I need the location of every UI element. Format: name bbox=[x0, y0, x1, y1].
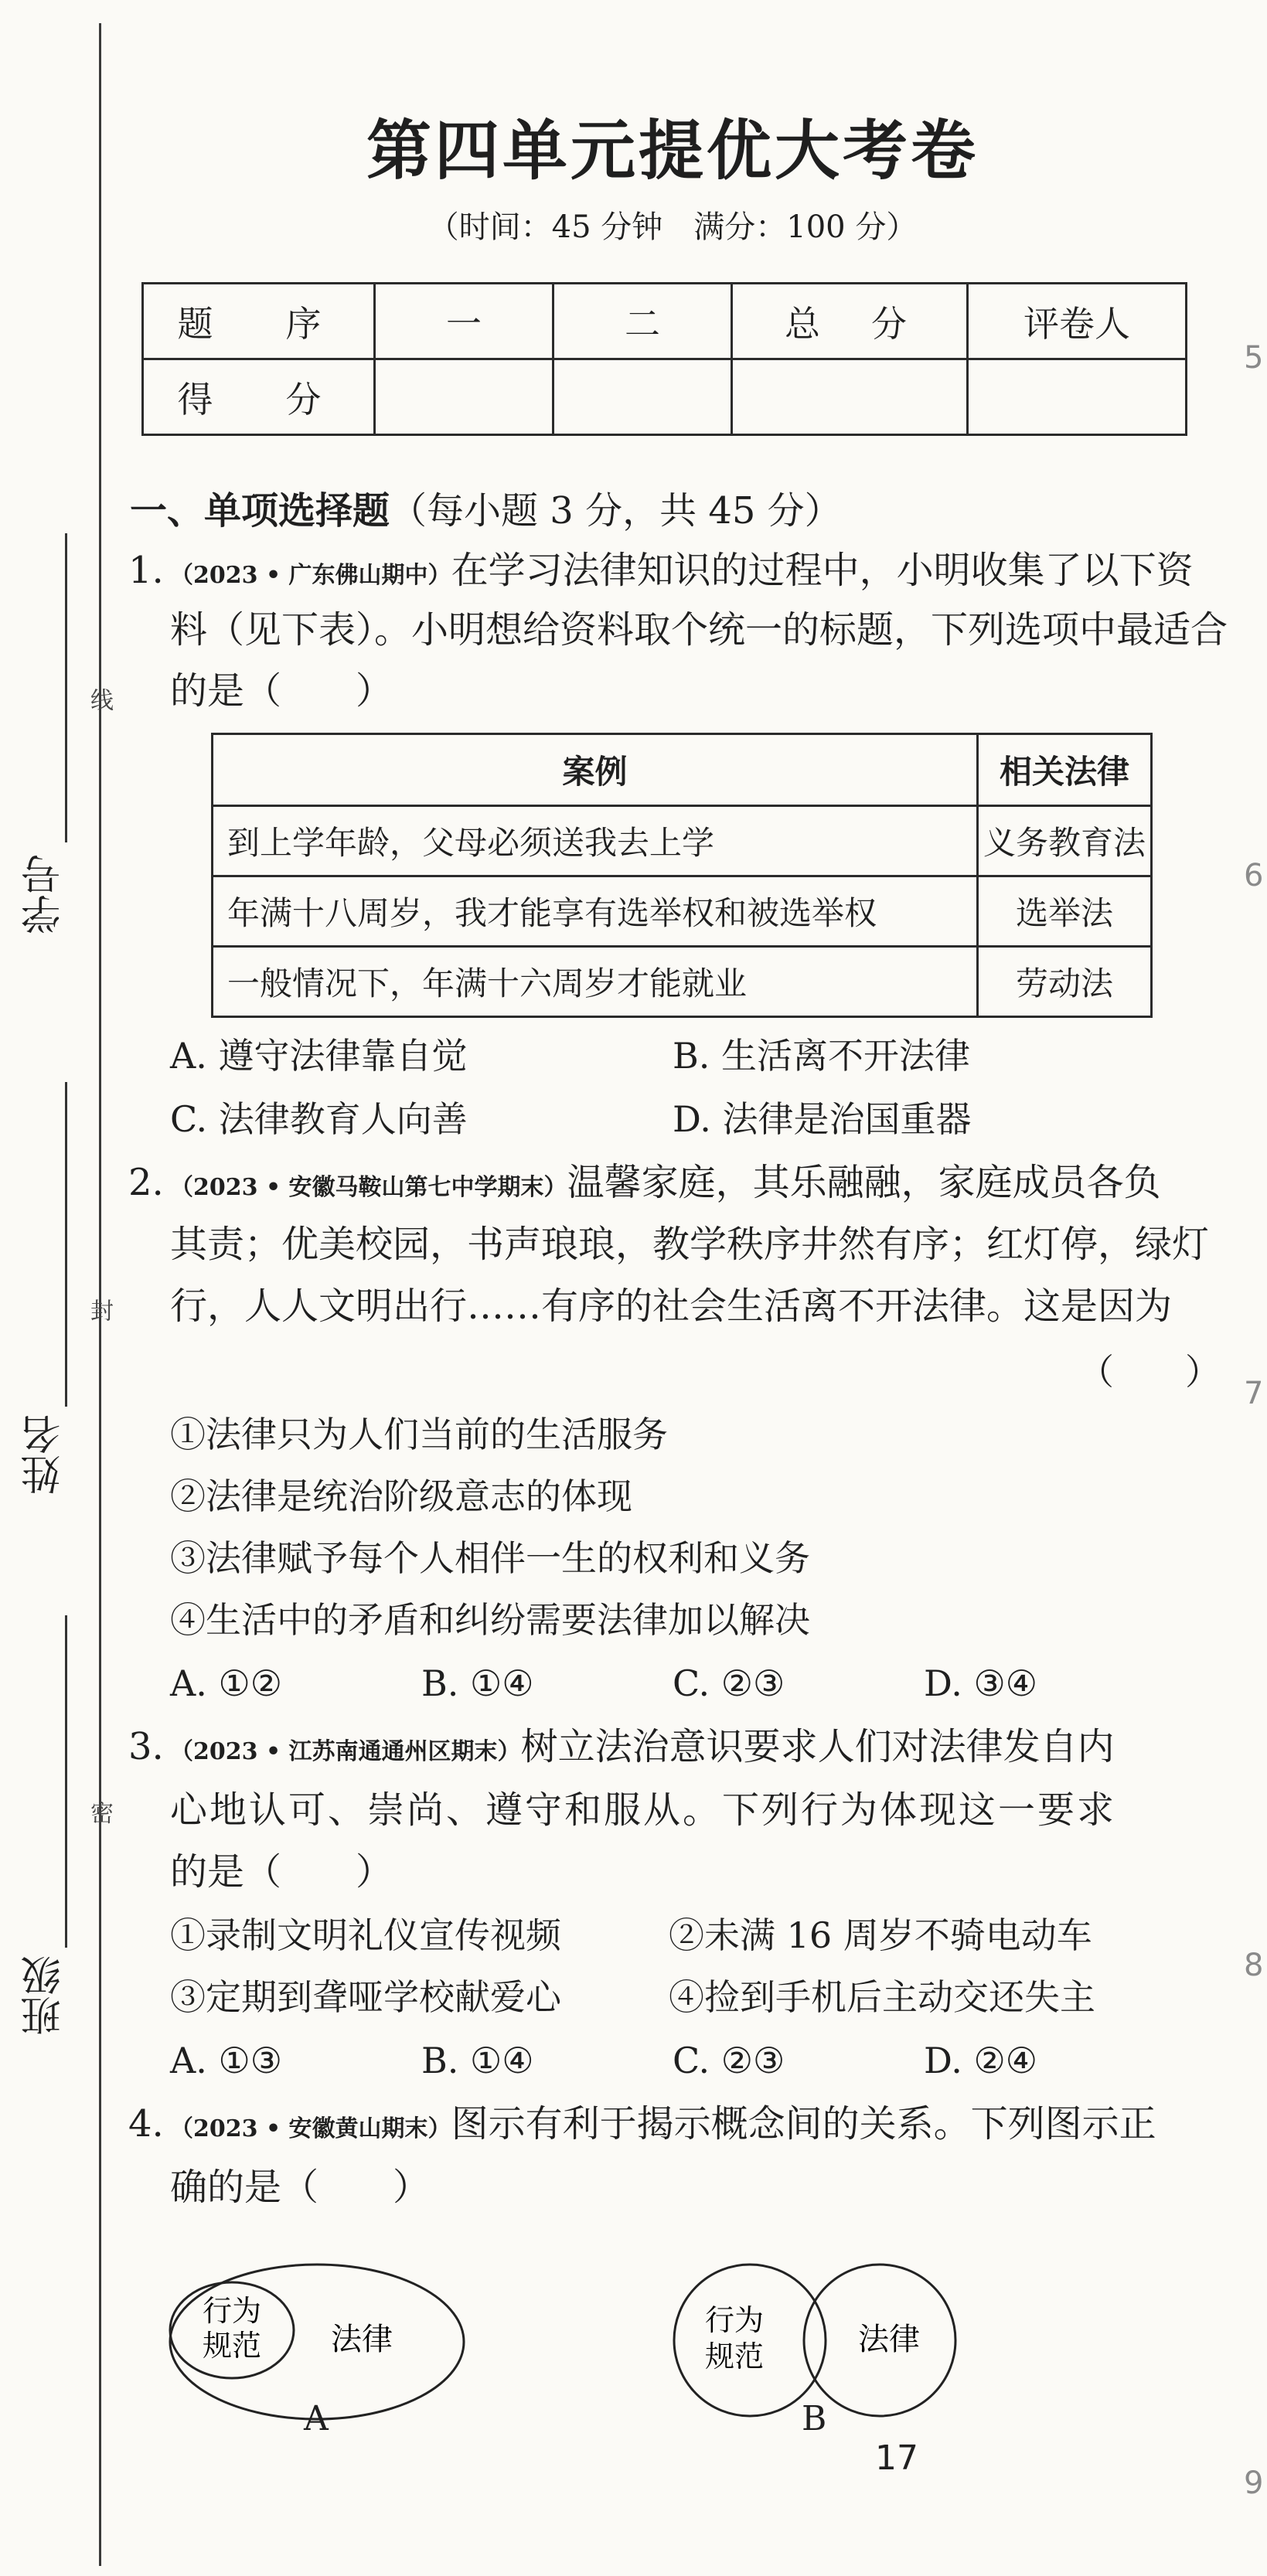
statement-item: ③法律赋予每个人相伴一生的权利和义务 bbox=[170, 1537, 810, 1579]
option-c[interactable]: C. ②③ bbox=[673, 1662, 785, 1704]
table-row bbox=[143, 359, 1187, 435]
question-text: 心地认可、崇尚、遵守和服从。下列行为体现这一要求 bbox=[170, 1788, 1117, 1832]
student-number-label: 学号 bbox=[22, 854, 68, 934]
option-b[interactable]: B. 生活离不开法律 bbox=[673, 1035, 971, 1077]
right-label: 法律 bbox=[858, 2322, 920, 2357]
edge-digit: 9 bbox=[1244, 2465, 1264, 2501]
option-d[interactable]: D. 法律是治国重器 bbox=[673, 1098, 972, 1140]
table-cell: 一般情况下，年满十六周岁才能就业 bbox=[213, 947, 978, 1017]
diagram-b-label: B bbox=[802, 2399, 827, 2438]
score-blank[interactable] bbox=[968, 359, 1187, 435]
score-cell: 评卷人 bbox=[968, 284, 1187, 359]
page-number: 17 bbox=[875, 2438, 918, 2478]
option-d[interactable]: D. ③④ bbox=[924, 1662, 1037, 1704]
question-number: 3. bbox=[128, 1725, 164, 1768]
score-blank[interactable] bbox=[553, 359, 732, 435]
question-text: 确的是（ ） bbox=[170, 2166, 431, 2209]
inner-label-line1: 行为 bbox=[202, 2294, 262, 2328]
score-cell: 二 bbox=[553, 284, 732, 359]
student-name-blank bbox=[65, 1082, 67, 1407]
table-row bbox=[143, 284, 1187, 359]
class-label: 班级 bbox=[22, 1955, 68, 2036]
question-number: 4. bbox=[128, 2102, 164, 2146]
score-blank[interactable] bbox=[732, 359, 968, 435]
table-row bbox=[213, 806, 1152, 876]
binding-mark-seal: 封 bbox=[86, 1298, 113, 1322]
score-blank[interactable] bbox=[375, 359, 553, 435]
score-cell: 一 bbox=[375, 284, 553, 359]
exam-info: （时间：45 分钟 满分：100 分） bbox=[427, 209, 918, 245]
statement-item: ②法律是统治阶级意志的体现 bbox=[170, 1475, 632, 1517]
question-text: （2023 • 广东佛山期中）在学习法律知识的过程中，小明收集了以下资 bbox=[170, 549, 1194, 592]
question-text: 的是（ ） bbox=[170, 669, 393, 713]
table-cell: 年满十八周岁，我才能享有选举权和被选举权 bbox=[213, 876, 978, 947]
option-d[interactable]: D. ②④ bbox=[924, 2040, 1037, 2081]
binding-mark-seal2: 密 bbox=[86, 1801, 113, 1824]
table-row bbox=[213, 947, 1152, 1017]
statement-item: ③定期到聋哑学校献爱心 bbox=[170, 1976, 561, 2018]
question-text: （2023 • 安徽马鞍山第七中学期末）温馨家庭，其乐融融，家庭成员各负 bbox=[170, 1161, 1161, 1204]
edge-digit: 5 bbox=[1244, 340, 1264, 376]
question-text: （2023 • 安徽黄山期末）图示有利于揭示概念间的关系。下列图示正 bbox=[170, 2102, 1156, 2146]
question-text: 行，人人文明出行……有序的社会生活离不开法律。这是因为 bbox=[170, 1285, 1173, 1328]
question-text: （2023 • 江苏南通通州区期末）树立法治意识要求人们对法律发自内 bbox=[170, 1725, 1115, 1768]
score-cell: 题 序 bbox=[143, 284, 375, 359]
table-row bbox=[213, 734, 1152, 806]
page-title: 第四单元提优大考卷 bbox=[366, 113, 979, 189]
option-a[interactable]: A. ①② bbox=[170, 1662, 282, 1704]
table-cell: 劳动法 bbox=[978, 947, 1152, 1017]
option-c[interactable]: C. 法律教育人向善 bbox=[170, 1098, 468, 1140]
table-cell: 选举法 bbox=[978, 876, 1152, 947]
score-cell: 得 分 bbox=[143, 359, 375, 435]
statement-item: ④捡到手机后主动交还失主 bbox=[669, 1976, 1095, 2018]
option-c[interactable]: C. ②③ bbox=[673, 2040, 785, 2081]
option-a[interactable]: A. 遵守法律靠自觉 bbox=[170, 1035, 468, 1077]
edge-digit: 8 bbox=[1244, 1948, 1264, 1983]
outer-label: 法律 bbox=[331, 2322, 393, 2357]
score-cell: 总 分 bbox=[732, 284, 968, 359]
question-number: 2. bbox=[128, 1161, 164, 1204]
option-b[interactable]: B. ①④ bbox=[421, 1662, 534, 1704]
binding-line bbox=[99, 23, 101, 2566]
left-label-line2: 规范 bbox=[704, 2339, 765, 2374]
table-header: 案例 bbox=[213, 734, 978, 806]
edge-digit: 7 bbox=[1244, 1376, 1264, 1411]
option-b[interactable]: B. ①④ bbox=[421, 2040, 534, 2081]
left-label-line1: 行为 bbox=[704, 2303, 765, 2337]
diagram-a-label: A bbox=[304, 2399, 329, 2438]
statement-item: ①法律只为人们当前的生活服务 bbox=[170, 1414, 668, 1455]
class-blank bbox=[65, 1615, 67, 1948]
table-row bbox=[213, 876, 1152, 947]
edge-digit: 6 bbox=[1244, 858, 1264, 893]
score-table bbox=[141, 282, 1187, 436]
student-name-label: 姓名 bbox=[22, 1414, 68, 1495]
question-text: 料（见下表）。小明想给资料取个统一的标题，下列选项中最适合 bbox=[170, 608, 1228, 652]
statement-item: ④生活中的矛盾和纠纷需要法律加以解决 bbox=[170, 1599, 810, 1641]
table-header: 相关法律 bbox=[978, 734, 1152, 806]
binding-mark-line: 线 bbox=[86, 688, 113, 711]
section-title: 一、单项选择题（每小题 3 分，共 45 分） bbox=[130, 489, 842, 533]
option-a[interactable]: A. ①③ bbox=[170, 2040, 282, 2081]
case-table bbox=[211, 733, 1153, 1018]
inner-label-line2: 规范 bbox=[202, 2329, 262, 2363]
question-text: 其责；优美校园，书声琅琅，教学秩序井然有序；红灯停，绿灯 bbox=[170, 1223, 1210, 1266]
student-number-blank bbox=[65, 533, 67, 842]
statement-item: ①录制文明礼仪宣传视频 bbox=[170, 1914, 561, 1956]
table-cell: 到上学年龄，父母必须送我去上学 bbox=[213, 806, 978, 876]
answer-paren[interactable]: （ ） bbox=[1078, 1351, 1221, 1393]
table-cell: 义务教育法 bbox=[978, 806, 1152, 876]
statement-item: ②未满 16 周岁不骑电动车 bbox=[669, 1914, 1092, 1956]
question-number: 1. bbox=[128, 549, 164, 592]
question-text: 的是（ ） bbox=[170, 1850, 393, 1894]
